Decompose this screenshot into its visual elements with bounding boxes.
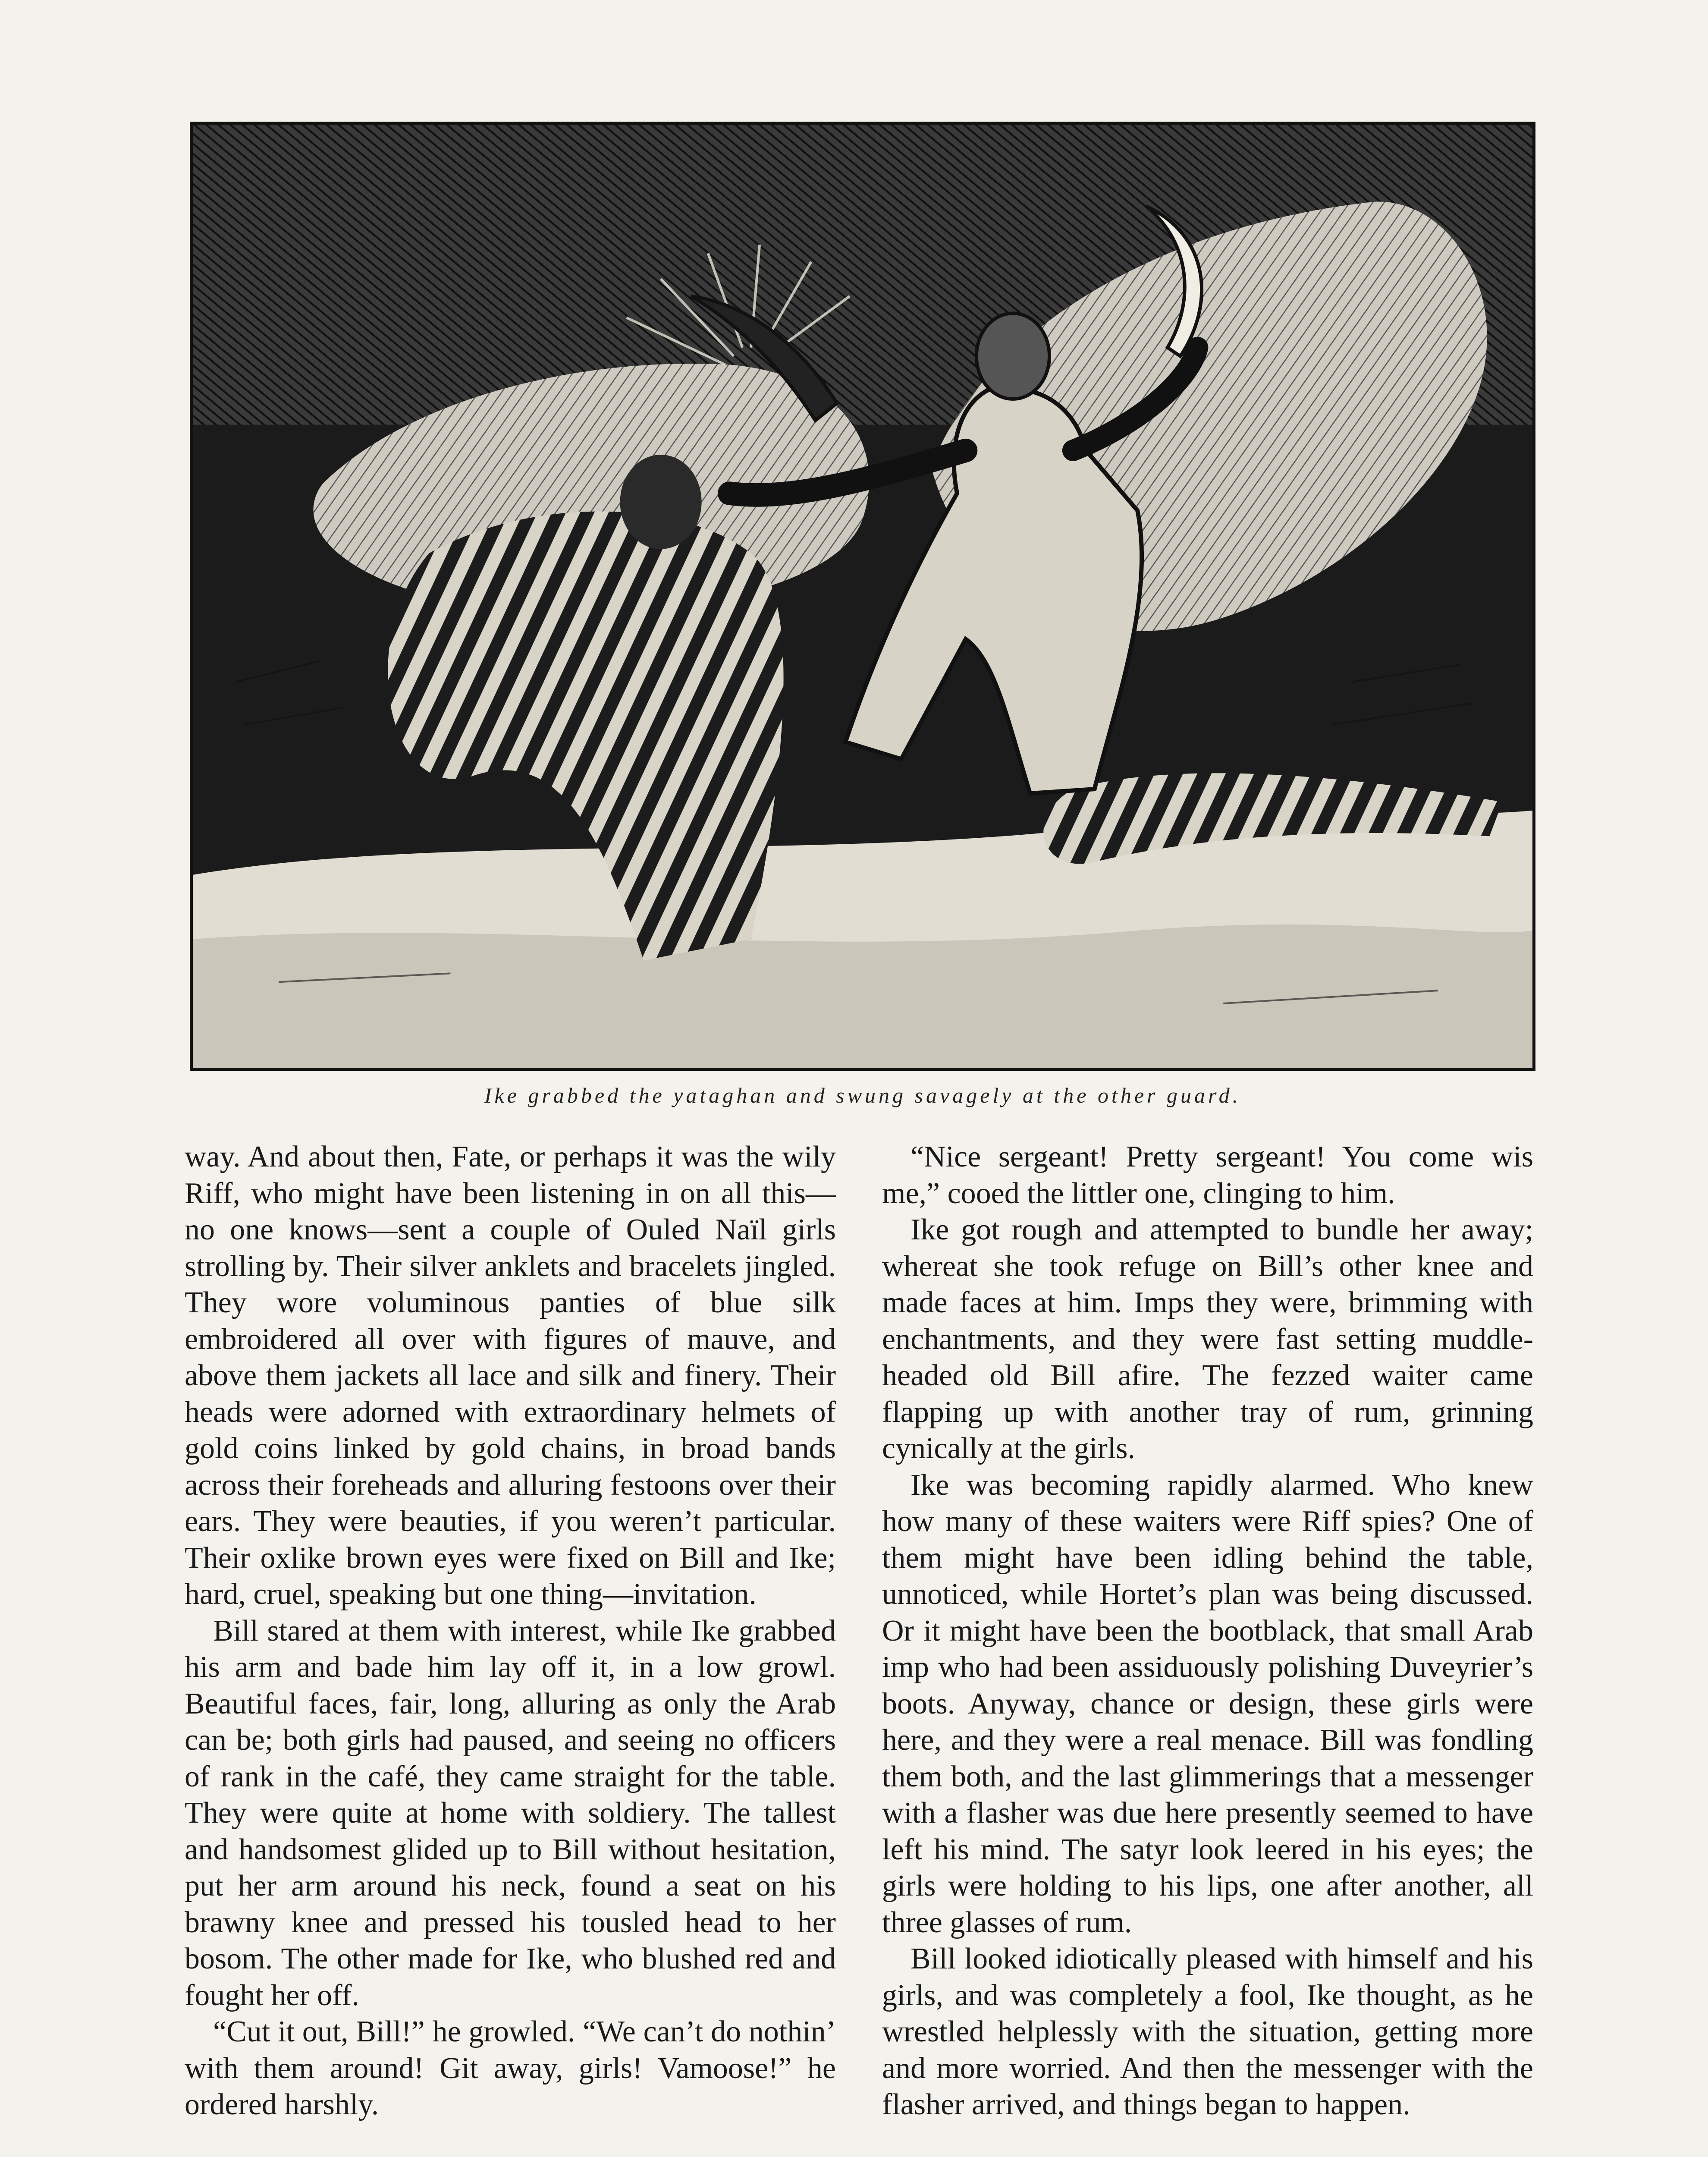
- text-column-right: [882, 1139, 1533, 2123]
- soldier-head: [976, 313, 1049, 399]
- paragraph: way. And about then, Fate, or perhaps it was the wily Riff, who might have been listening in on all this—no one knows—sent a couple of Ouled Naïl girls strolling by. Their silver anklets and bracelets jingled. They wore voluminous panties of blue silk embroidered all over with figures of mauve, and above them jackets all lace and silk and finery. Their heads were adorned with extraordinary helmets of gold coins linked by gold chains, in broad bands across their foreheads and alluring festoons over their ears. They were beauties, if you weren’t particular. Their oxlike brown eyes were fixed on Bill and Ike; hard, cruel, speaking but one thing—invitation.: [185, 1140, 836, 1611]
- guard-head: [620, 455, 702, 549]
- paragraph: Ike was becoming rapidly alarmed. Who knew how many of these waiters were Riff spies? One of them might have been idling behind the table, unnoticed, while Hortet’s plan was being discussed. Or it might have been the bootblack, that small Arab imp who had been assiduously polishing Duveyrier’s boots. Anyway, chance or design, these girls were here, and they were a real menace. Bill was fondling them both, and the last glimmerings that a messenger with a flasher was due here presently seemed to have left his mind. The satyr look leered in his eyes; the girls were holding to his lips, one after another, all three glasses of rum.: [882, 1468, 1533, 1939]
- paragraph: Bill stared at them with interest, while Ike grabbed his arm and bade him lay off it, in a low growl. Beautiful faces, fair, long, alluring as only the Arab can be; both girls had paused, and seeing no officers of rank in the café, they came straight for the table. They were quite at home with soldiery. The tallest and handsomest glided up to Bill without hesitation, put her arm around his neck, found a seat on his brawny knee and pressed his tousled head to her bosom. The other made for Ike, who blushed red and fought her off.: [185, 1614, 836, 2012]
- paragraph: Ike got rough and attempted to bundle her away; whereat she took refuge on Bill’s other knee and made faces at him. Imps they were, brimming with enchantments, and they were fast setting muddle-headed old Bill afire. The fezzed waiter came flapping up with another tray of rum, grinning cynically at the girls.: [882, 1213, 1533, 1465]
- paragraph: Bill looked idiotically pleased with himself and his girls, and was completely a fool, Ike thought, as he wrestled helplessly with the situation, getting more and more worried. And then the messenger with the flasher arrived, and things began to happen.: [882, 1942, 1533, 2121]
- paragraph: “Cut it out, Bill!” he growled. “We can’t do nothin’ with them around! Git away, girls! Vamoose!” he ordered harshly.: [185, 2015, 836, 2121]
- text-column-left: [185, 1139, 836, 2123]
- story-illustration: [190, 122, 1535, 1071]
- paragraph: “Nice sergeant! Pretty sergeant! You come wis me,” cooed the littler one, clinging to him.: [882, 1140, 1533, 1210]
- illustration-artwork: [193, 125, 1532, 1068]
- illustration-caption: Ike grabbed the yataghan and swung savagely at the other guard.: [484, 1083, 1241, 1107]
